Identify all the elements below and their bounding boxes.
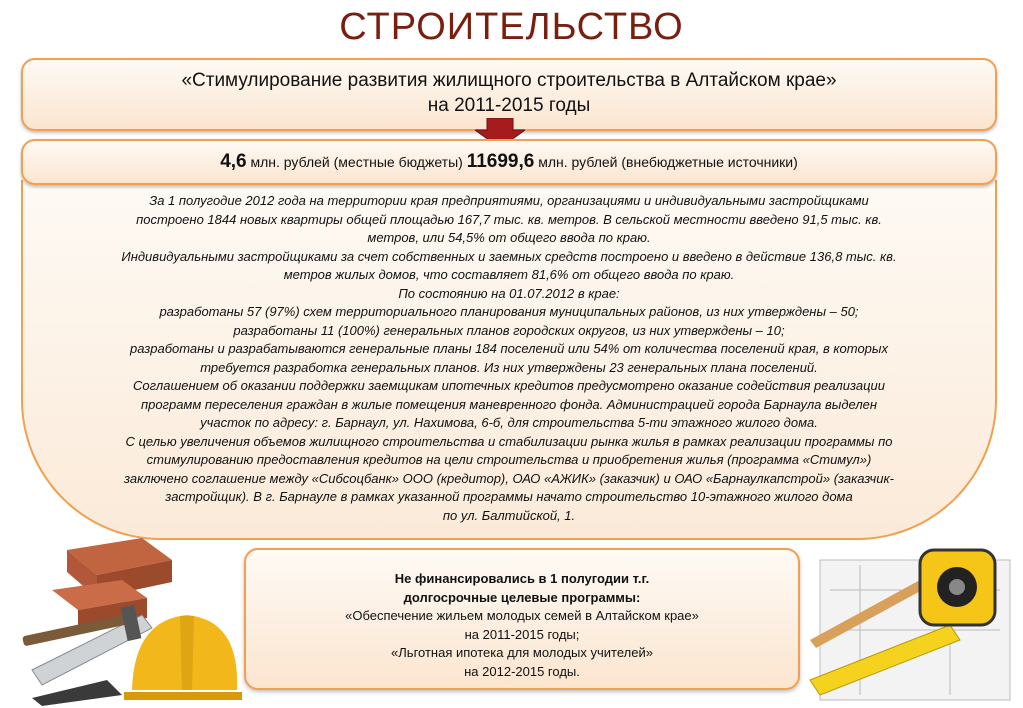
- text-line: разработаны 11 (100%) генеральных планов городских округов, из них утверждены – 10;: [233, 322, 785, 338]
- text-line: построено 1844 новых квартиры общей площадью 167,7 тыс. кв. метров. В сельской местности введено 91,5 тыс. кв.: [136, 211, 882, 227]
- text-line: разработаны и разрабатываются генеральные планы 184 поселений или 54% от количества поселений края, в которых: [130, 341, 888, 356]
- construction-tools-illustration: [12, 520, 242, 706]
- text-line: требуется разработка генеральных планов. Из них утверждены 23 генеральных плана поселений.: [200, 359, 818, 375]
- bricks-icon: [52, 538, 172, 630]
- unfunded-item: «Льготная ипотека для молодых учителей»: [391, 645, 653, 660]
- unfunded-item: «Обеспечение жильем молодых семей в Алтайском крае»: [345, 608, 699, 623]
- unfunded-subheader: долгосрочные целевые программы:: [403, 589, 641, 605]
- text-line: застройщик). В г. Барнауле в рамках указанной программы начато строительство 10-этажного жилого дома: [165, 489, 853, 504]
- unfunded-item: на 2012-2015 годы.: [464, 663, 580, 679]
- text-line: разработаны 57 (97%) схем территориального планирования муниципальных районов, из них утверждены – 50;: [159, 304, 859, 319]
- report-text-panel: [21, 180, 997, 540]
- unfunded-programs-box: [244, 548, 800, 690]
- unfunded-item: на 2011-2015 годы;: [464, 626, 580, 642]
- text-line: участок по адресу: г. Барнаул, ул. Нахимова, 6-б, для строительства 5-ти этажного жилого дома.: [200, 415, 818, 430]
- text-line: Индивидуальными застройщиками за счет собственных и заемных средств построено и введено в действие 136,8 тыс. кв.: [121, 248, 897, 264]
- text-line: стимулированию предоставления кредитов на цели строительства и приобретения жилья (программа «Стимул»): [146, 452, 872, 467]
- text-line: По состоянию на 01.07.2012 в крае:: [398, 285, 620, 301]
- extra-budget-value: 11699,6: [466, 151, 535, 172]
- trowel-icon: [32, 680, 122, 706]
- measuring-tools-illustration: [800, 530, 1018, 705]
- text-line: Соглашением об оказании поддержки заемщикам ипотечных кредитов предусмотрено оказание содействия реализации: [133, 378, 885, 393]
- page-title: СТРОИТЕЛЬСТВО: [339, 6, 684, 48]
- text-line: заключено соглашение между «Сибсоцбанк» ООО (кредитор), ОАО «АЖИК» (заказчик) и ОАО «Барнаулкапстрой» (заказчик-: [124, 470, 894, 486]
- local-budget-value: 4,6: [220, 151, 247, 172]
- local-budget-label: млн. рублей (местные бюджеты): [246, 154, 467, 170]
- text-line: метров жилых домов, что составляет 81,6% от общего ввода по краю.: [283, 267, 735, 282]
- text-line: За 1 полугодие 2012 года на территории края предприятиями, организациями и индивидуальными застройщиками: [149, 193, 869, 208]
- program-period: на 2011-2015 годы: [427, 95, 591, 116]
- extra-budget-label: млн. рублей (внебюджетные источники): [534, 154, 798, 170]
- text-line: метров, или 54,5% от общего ввода по краю.: [367, 230, 651, 245]
- program-name: «Стимулирование развития жилищного строительства в Алтайском крае»: [181, 70, 837, 91]
- text-line: программ переселения граждан в жилые помещения маневренного фонда. Администрацией города Барнаула выделен: [140, 396, 878, 412]
- text-line: С целью увеличения объемов жилищного строительства и стабилизации рынка жилья в рамках реализации программы по: [125, 433, 893, 449]
- unfunded-header: Не финансировались в 1 полугодии т.г.: [394, 571, 650, 586]
- text-line: по ул. Балтийской, 1.: [442, 507, 576, 523]
- funding-box: [21, 139, 997, 185]
